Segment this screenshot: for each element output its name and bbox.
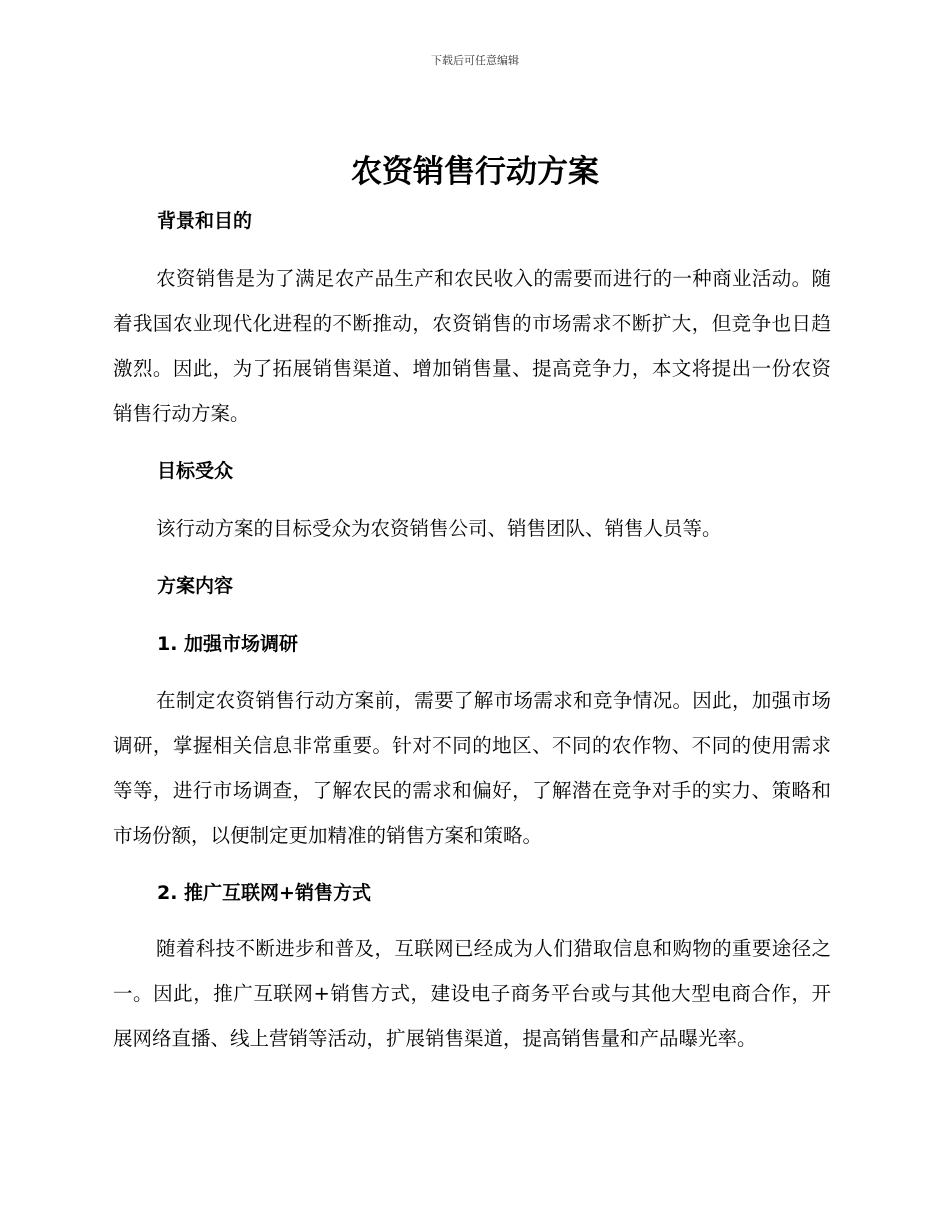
section-heading-content: 方案内容 xyxy=(157,575,234,597)
section-paragraph-item2: 随着科技不断进步和普及，互联网已经成为人们猎取信息和购物的重要途径之一。因此，推广互联网+销售方式，建设电子商务平台或与其他大型电商合作，开展网络直播、线上营销等活动，扩展销售渠道，提高销售量和产品曝光率。 xyxy=(113,937,831,1050)
section-heading-audience: 目标受众 xyxy=(157,460,234,482)
section-heading-item2: 2. 推广互联网+销售方式 xyxy=(157,882,371,904)
page-header: 下载后可任意编辑 xyxy=(431,54,519,67)
document-title: 农资销售行动方案 xyxy=(351,154,599,190)
section-paragraph-background: 农资销售是为了满足农产品生产和农民收入的需要而进行的一种商业活动。随着我国农业现代化进程的不断推动，农资销售的市场需求不断扩大，但竞争也日趋激烈。因此，为了拓展销售渠道、增加销售量、提高竞争力，本文将提出一份农资销售行动方案。 xyxy=(113,267,831,425)
section-heading-item1: 1. 加强市场调研 xyxy=(157,633,299,655)
section-paragraph-audience: 该行动方案的目标受众为农资销售公司、销售团队、销售人员等。 xyxy=(156,517,722,540)
section-heading-background: 背景和目的 xyxy=(157,210,253,232)
section-paragraph-item1: 在制定农资销售行动方案前，需要了解市场需求和竞争情况。因此，加强市场调研，掌握相关信息非常重要。针对不同的地区、不同的农作物、不同的使用需求等等，进行市场调查，了解农民的需求和偏好，了解潜在竞争对手的实力、策略和市场份额，以便制定更加精准的销售方案和策略。 xyxy=(113,689,831,847)
